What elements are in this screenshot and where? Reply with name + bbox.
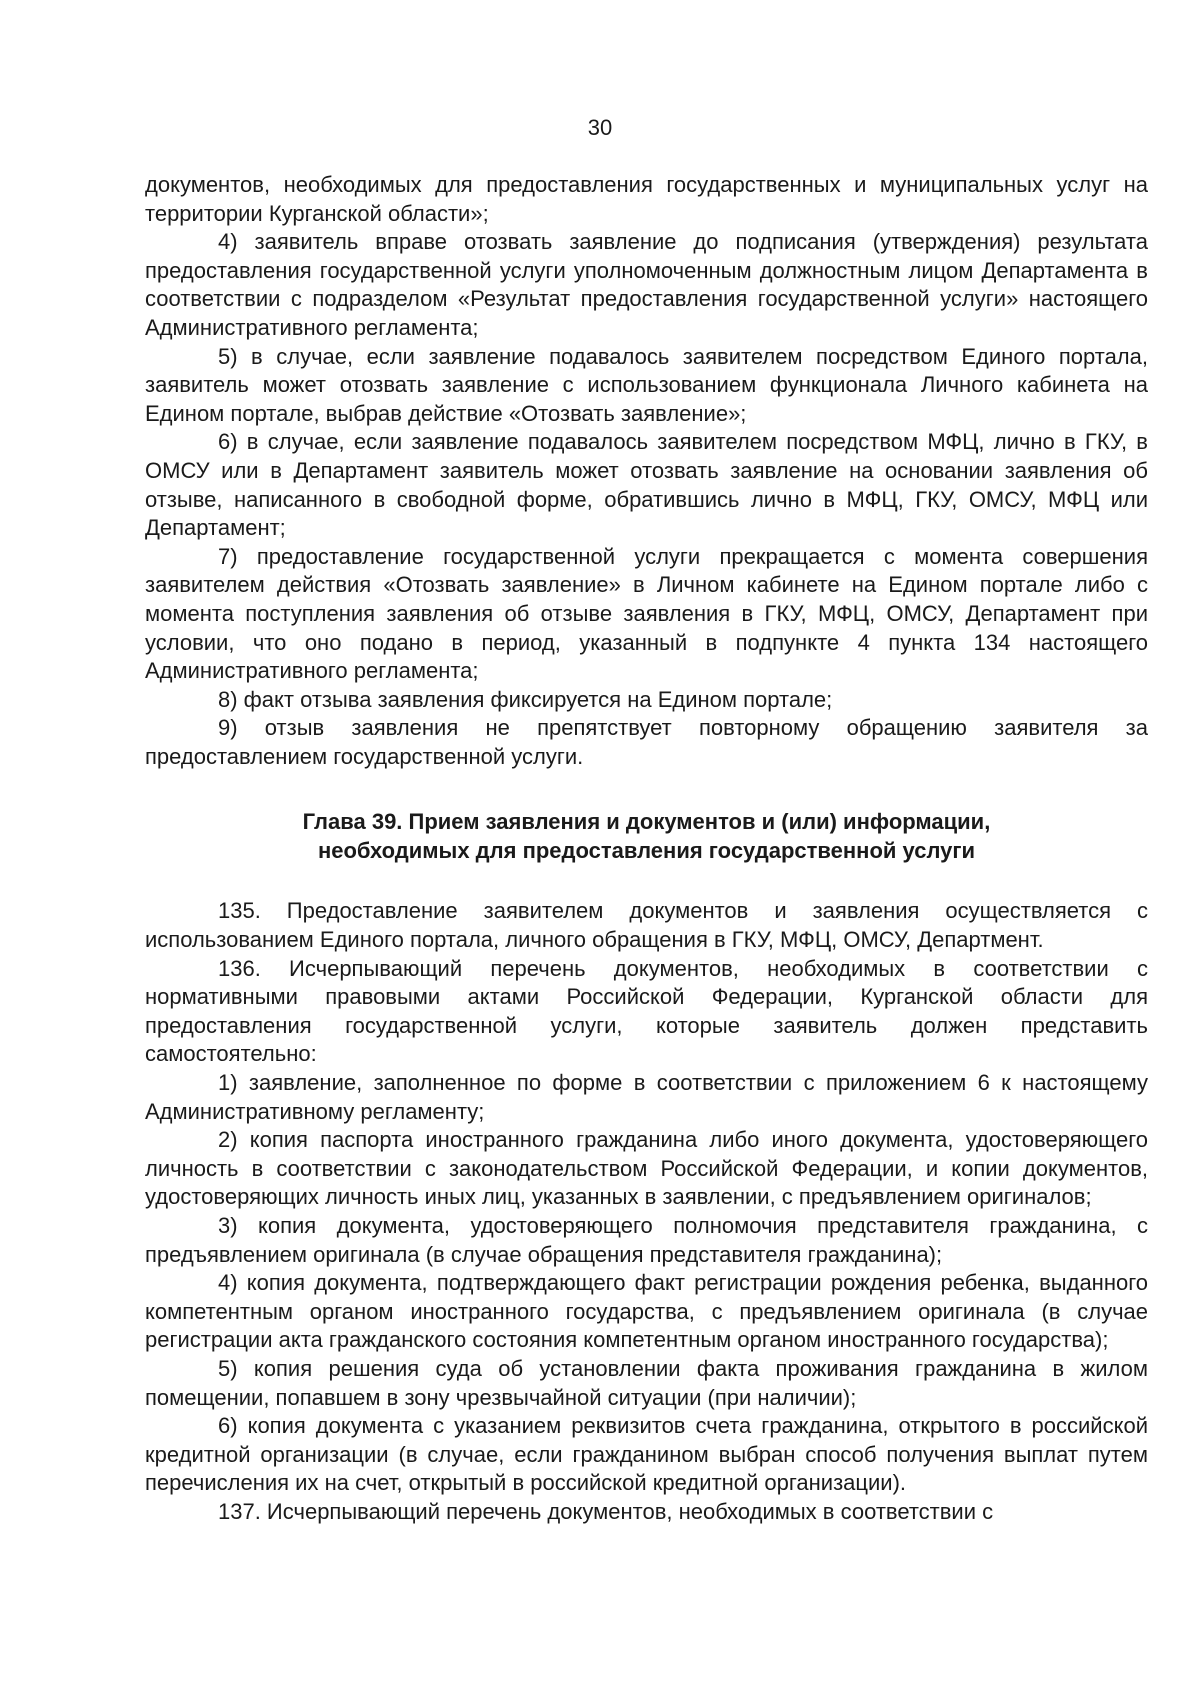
chapter-heading <box>145 807 1148 865</box>
paragraph-136-item-3: 3) копия документа, удостоверяющего полномочия представителя гражданина, с предъявлением оригинала (в случае обращения представителя гражданина); <box>145 1213 1148 1267</box>
paragraph-item-5: 5) в случае, если заявление подавалось заявителем посредством Единого портала, заявитель может отозвать заявление с использованием функционала Личного кабинета на Едином портале, выбрав действие «Отозвать заявление»; <box>145 343 1148 426</box>
paragraph-continued: документов, необходимых для предоставления государственных и муниципальных услуг на территории Курганской области»; <box>145 172 1148 226</box>
paragraph-136-item-6: 6) копия документа с указанием реквизитов счета гражданина, открытого в российской кредитной организации (в случае, если гражданином выбран способ получения выплат путем перечисления их на счет, открытый в российской кредитной организации). <box>145 1413 1148 1496</box>
chapter-heading-line-2: необходимых для предоставления государственной услуги <box>317 838 976 864</box>
paragraph-item-6: 6) в случае, если заявление подавалось заявителем посредством МФЦ, лично в ГКУ, в ОМСУ или в Департамент заявитель может отозвать заявление на основании заявления об отзыве, написанного в свободной форме, обратившись лично в МФЦ, ГКУ, ОМСУ, МФЦ или Департамент; <box>145 429 1148 541</box>
document-body <box>145 171 1148 1527</box>
paragraph-136-item-1: 1) заявление, заполненное по форме в соответствии с приложением 6 к настоящему Административному регламенту; <box>145 1070 1148 1124</box>
paragraph-item-8: 8) факт отзыва заявления фиксируется на Едином портале; <box>218 686 833 712</box>
chapter-heading-line-1: Глава 39. Прием заявления и документов и (или) информации, <box>302 809 991 835</box>
paragraph-136-item-2: 2) копия паспорта иностранного гражданина либо иного документа, удостоверяющего личность в соответствии с законодательством Российской Федерации, и копии документов, удостоверяющих личность иных лиц, указанных в заявлении, с предъявлением оригиналов; <box>145 1127 1148 1210</box>
paragraph-item-9: 9) отзыв заявления не препятствует повторному обращению заявителя за предоставлением государственной услуги. <box>145 715 1148 769</box>
paragraph-136: 136. Исчерпывающий перечень документов, необходимых в соответствии с нормативными правовыми актами Российской Федерации, Курганской области для предоставления государственной услуги, которые заявитель должен представить самостоятельно: <box>145 955 1148 1067</box>
page-number: 30 <box>587 115 613 140</box>
paragraph-137: 137. Исчерпывающий перечень документов, необходимых в соответствии с <box>218 1498 994 1524</box>
paragraph-135: 135. Предоставление заявителем документов и заявления осуществляется с использованием Единого портала, личного обращения в ГКУ, МФЦ, ОМСУ, Департмент. <box>145 898 1148 953</box>
paragraph-item-4: 4) заявитель вправе отозвать заявление до подписания (утверждения) результата предоставления государственной услуги уполномоченным должностным лицом Департамента в соответствии с подразделом «Результат предоставления государственной услуги» настоящего Административного регламента; <box>145 229 1148 340</box>
paragraph-136-item-4: 4) копия документа, подтверждающего факт регистрации рождения ребенка, выданного компетентным органом иностранного государства, с предъявлением оригинала (в случае регистрации акта гражданского состояния компетентным органом иностранного государства); <box>145 1270 1148 1353</box>
paragraph-136-item-5: 5) копия решения суда об установлении факта проживания гражданина в жилом помещении, попавшем в зону чрезвычайной ситуации (при наличии); <box>145 1355 1148 1410</box>
paragraph-item-7: 7) предоставление государственной услуги прекращается с момента совершения заявителем действия «Отозвать заявление» в Личном кабинете на Едином портале либо с момента поступления заявления об отзыве заявления в ГКУ, МФЦ, ОМСУ, Департамент при условии, что оно подано в период, указанный в подпункте 4 пункта 134 настоящего Административного регламента; <box>145 543 1148 684</box>
